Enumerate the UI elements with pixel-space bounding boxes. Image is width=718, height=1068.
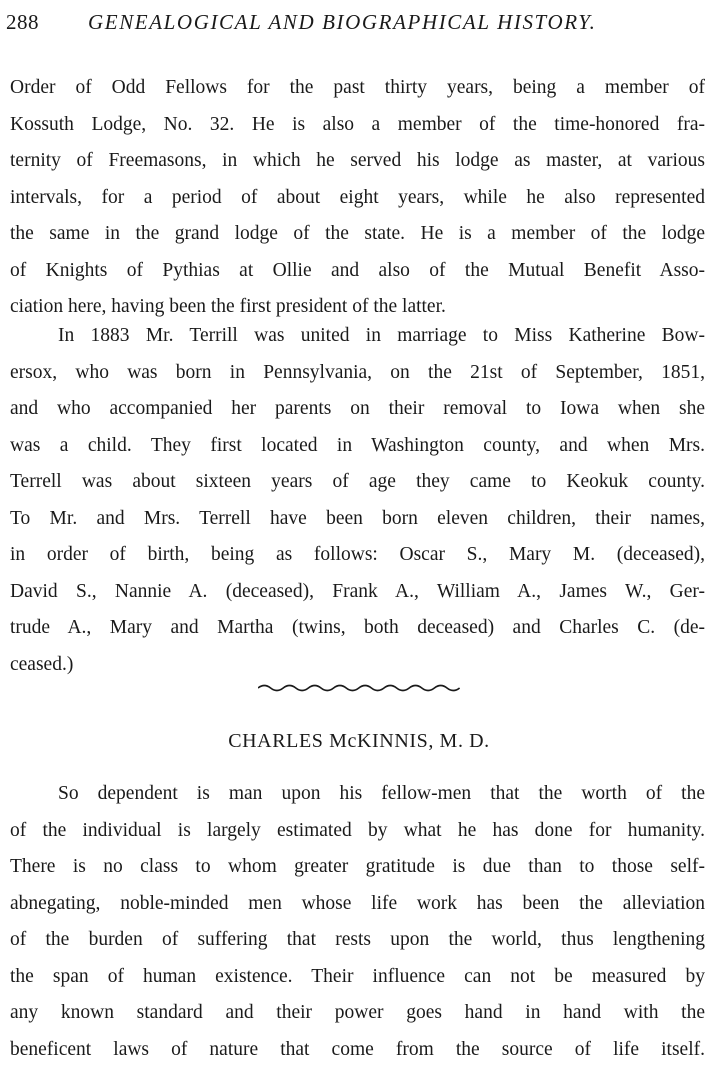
text-line: ciation here, having been the first president of the latter. <box>10 296 446 317</box>
text-line: any known standard and their power goes hand in hand with the <box>10 1002 705 1023</box>
running-head: GENEALOGICAL AND BIOGRAPHICAL HISTORY. <box>88 10 597 34</box>
text-line: Kossuth Lodge, No. 32. He is also a member of the time-honored fra- <box>10 113 705 135</box>
text-line: in order of birth, being as follows: Oscar S., Mary M. (deceased), <box>10 544 705 565</box>
text-line: So dependent is man upon his fellow-men that the worth of the <box>58 783 705 804</box>
text-line: In 1883 Mr. Terrill was united in marriage to Miss Katherine Bow- <box>58 325 705 346</box>
text-line: beneficent laws of nature that come from the source of life itself. <box>10 1038 705 1060</box>
paragraph-mckinnis-intro <box>10 776 705 1068</box>
text-line: intervals, for a period of about eight years, while he also represented <box>10 186 705 208</box>
text-line: Order of Odd Fellows for the past thirty years, being a member of <box>10 77 705 98</box>
text-line: the same in the grand lodge of the state. He is a member of the lodge <box>10 223 705 244</box>
text-line: of the burden of suffering that rests upon the world, thus lengthening <box>10 929 705 950</box>
page-number: 288 <box>6 10 39 34</box>
text-line: ersox, who was born in Pennsylvania, on the 21st of September, 1851, <box>10 361 705 383</box>
text-line: trude A., Mary and Martha (twins, both deceased) and Charles C. (de- <box>10 617 705 638</box>
paragraph-odd-fellows <box>10 70 705 326</box>
text-line: ceased.) <box>10 653 74 675</box>
text-line: and who accompanied her parents on their removal to Iowa when she <box>10 398 705 419</box>
page-header <box>6 8 706 38</box>
text-line: There is no class to whom greater gratitude is due than to those self- <box>10 856 705 877</box>
paragraph-marriage <box>10 318 705 683</box>
text-line: of the individual is largely estimated by what he has done for humanity. <box>10 819 705 841</box>
text-line: abnegating, noble-minded men whose life work has been the alleviation <box>10 892 705 914</box>
text-line: of Knights of Pythias at Ollie and also of the Mutual Benefit Asso- <box>10 259 705 281</box>
text-line: David S., Nannie A. (deceased), Frank A., William A., James W., Ger- <box>10 580 705 602</box>
text-line: Terrell was about sixteen years of age they came to Keokuk county. <box>10 471 705 492</box>
section-title: CHARLES McKINNIS, M. D. <box>228 730 490 752</box>
text-line: the span of human existence. Their influence can not be measured by <box>10 965 705 987</box>
text-line: was a child. They first located in Washington county, and when Mrs. <box>10 434 705 456</box>
text-line: ternity of Freemasons, in which he served his lodge as master, at various <box>10 150 705 171</box>
wavy-divider-ornament <box>258 682 460 694</box>
text-line: To Mr. and Mrs. Terrell have been born eleven children, their names, <box>10 507 705 529</box>
